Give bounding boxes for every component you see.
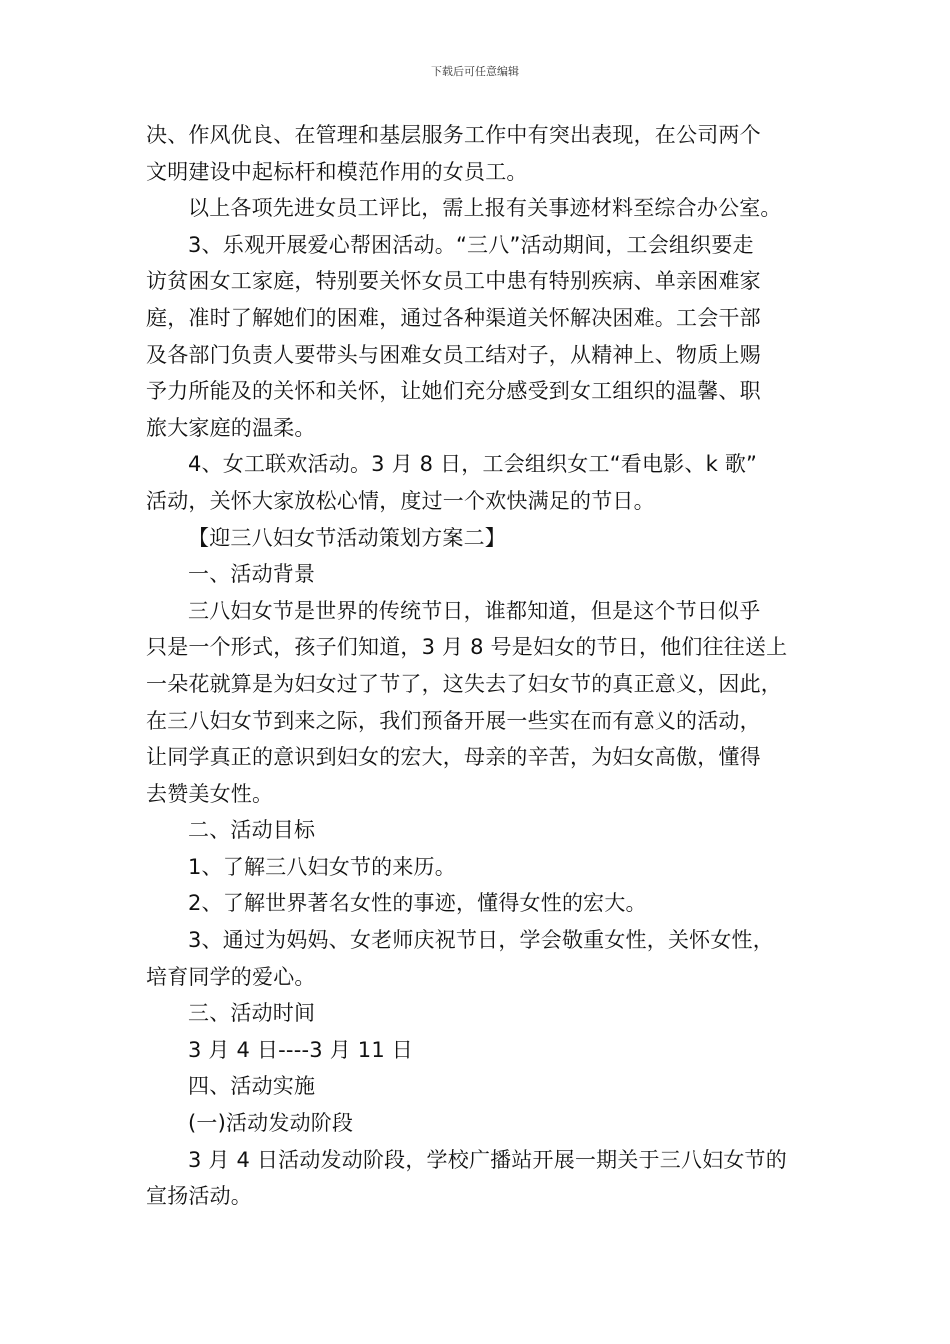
body-line: 庭，准时了解她们的困难，通过各种渠道关怀解决困难。工会干部 <box>146 305 761 330</box>
body-line: 文明建设中起标杆和模范作用的女员工。 <box>146 159 528 184</box>
body-line: 一朵花就算是为妇女过了节了，这失去了妇女节的真正意义，因此， <box>146 671 782 696</box>
section-heading: 三、活动时间 <box>188 1001 316 1026</box>
body-line: 活动，关怀大家放松心情，度过一个欢快满足的节日。 <box>146 488 655 513</box>
body-line: 旅大家庭的温柔。 <box>146 415 316 440</box>
section-heading: 四、活动实施 <box>188 1074 316 1099</box>
body-line: 予力所能及的关怀和关怀，让她们充分感受到女工组织的温馨、职 <box>146 379 761 404</box>
body-line: 及各部门负责人要带头与困难女员工结对子，从精神上、物质上赐 <box>146 342 761 367</box>
body-line: 决、作风优良、在管理和基层服务工作中有突出表现，在公司两个 <box>146 123 761 147</box>
body-line: 以上各项先进女员工评比，需上报有关事迹材料至综合办公室。 <box>188 196 782 221</box>
body-line: 去赞美女性。 <box>146 781 274 806</box>
list-item: 2、了解世界著名女性的事迹，懂得女性的宏大。 <box>188 891 647 916</box>
body-line: 三八妇女节是世界的传统节日，谁都知道，但是这个节日似乎 <box>188 598 761 623</box>
subsection-heading: (一)活动发动阶段 <box>188 1111 354 1136</box>
body-line: 访贫困女工家庭，特别要关怀女员工中患有特别疾病、单亲困难家 <box>146 269 761 294</box>
document-body <box>146 117 822 1215</box>
body-line: 在三八妇女节到来之际，我们预备开展一些实在而有意义的活动， <box>146 708 761 733</box>
body-line: 3 月 4 日----3 月 11 日 <box>188 1037 413 1062</box>
body-line: 3、乐观开展爱心帮困活动。“三八”活动期间，工会组织要走 <box>188 232 754 257</box>
body-line: 让同学真正的意识到妇女的宏大，母亲的辛苦，为妇女高傲，懂得 <box>146 745 761 770</box>
body-line: 只是一个形式，孩子们知道，3 月 8 号是妇女的节日，他们往往送上 <box>146 635 788 660</box>
section-heading: 一、活动背景 <box>188 562 316 587</box>
body-line: 培育同学的爱心。 <box>146 964 316 989</box>
body-line: 4、女工联欢活动。3 月 8 日，工会组织女工“看电影、k 歌” <box>188 452 758 477</box>
body-line: 宣扬活动。 <box>146 1184 252 1209</box>
list-item: 1、了解三八妇女节的来历。 <box>188 854 456 879</box>
page-header-note: 下载后可任意编辑 <box>431 65 519 78</box>
list-item: 3、通过为妈妈、女老师庆祝节日，学会敬重女性，关怀女性， <box>188 928 774 953</box>
section-title: 【迎三八妇女节活动策划方案二】 <box>188 525 506 550</box>
section-heading: 二、活动目标 <box>188 818 316 843</box>
body-line: 3 月 4 日活动发动阶段，学校广播站开展一期关于三八妇女节的 <box>188 1147 787 1172</box>
